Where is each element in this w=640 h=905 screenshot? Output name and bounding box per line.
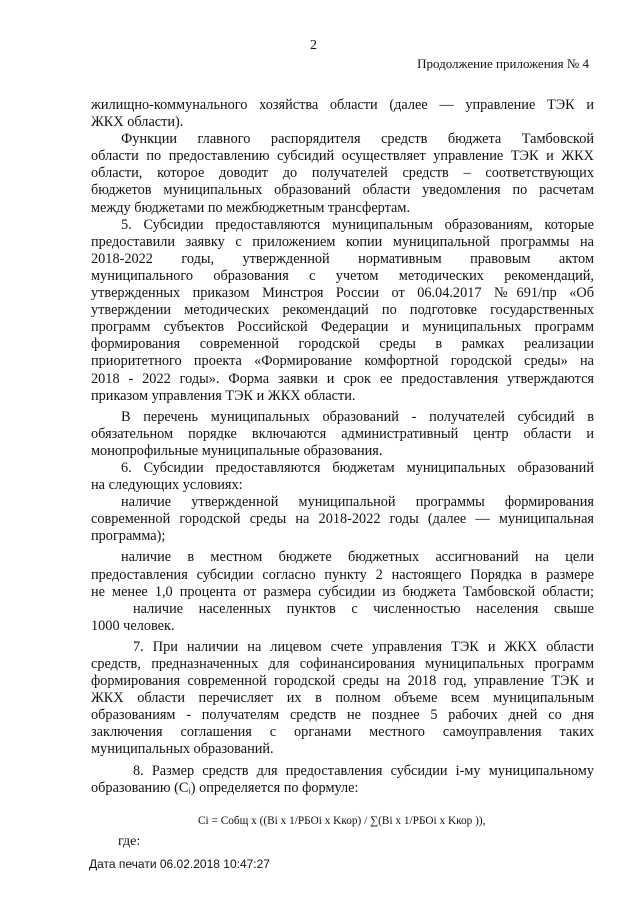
text-line: области, которое доводит до получателей средств – соответствующих: [91, 165, 594, 182]
text-line: бюджетов муниципальных образований области уведомления по расчетам: [91, 182, 594, 199]
text-line: 2018-2022 годы, утвержденной нормативным правовым актом: [91, 250, 594, 267]
text-line: наличие утвержденной муниципальной программы формирования: [121, 494, 594, 511]
text-line: формирования современной городской среды на 2018 год, управление ТЭК и: [91, 673, 594, 690]
appendix-continuation: Продолжение приложения № 4: [417, 56, 589, 71]
text-line: 1000 человек.: [91, 617, 175, 634]
text-line: средств, предназначенных для софинансирования муниципальных программ: [91, 656, 594, 672]
text-line: монопрофильные муниципальные образования.: [91, 442, 383, 459]
text-line: заключения соглашения с органами местного самоуправления таких: [91, 724, 594, 741]
text-line: жилищно-коммунального хозяйства области (далее — управление ТЭК и: [91, 97, 594, 113]
text-line: наличие населенных пунктов с численностью населения свыше: [133, 600, 594, 617]
text-line: 8. Размер средств для предоставления субсидии i-му муниципальному: [133, 762, 594, 779]
text-line: формирования современной городской среды в рамках реализации: [91, 336, 594, 353]
text-line: ЖКХ области).: [91, 114, 184, 131]
text-line: муниципального образования с учетом методических рекомендаций,: [91, 267, 594, 284]
text-line: В перечень муниципальных образований - получателей субсидий в: [121, 408, 594, 425]
text-line: приказом управления ТЭК и ЖКХ области.: [91, 387, 356, 404]
text-line: программ субъектов Российской Федерации и муниципальных программ: [91, 319, 594, 336]
text-line: ЖКХ области перечисляет их в полном объеме всем муниципальным: [91, 690, 594, 707]
formula: Ci = Собщ x ((Bi x 1/РБОi x Kкор) / ∑(Bi x 1/РБОi x Kкор )),: [198, 815, 486, 827]
text-line: предоставления субсидии согласно пункту 2 настоящего Порядка в размере: [91, 566, 594, 583]
text-line: образованиям - получателям средств не позднее 5 рабочих дней со дня: [91, 707, 594, 724]
text-line: приоритетного проекта «Формирование комфортной городской среды» на: [91, 353, 594, 370]
text-line: Функции главного распорядителя средств бюджета Тамбовской: [121, 131, 594, 148]
text-line: наличие в местном бюджете бюджетных ассигнований на цели: [121, 549, 594, 566]
print-date: Дата печати 06.02.2018 10:47:27: [89, 857, 270, 871]
text-line: современной городской среды на 2018-2022 годы (далее — муниципальная: [91, 511, 594, 528]
text-line: образованию (Cᵢ) определяется по формуле:: [91, 779, 359, 796]
text-line: утвержденных приказом Минстроя России от 06.04.2017 №691/пр «Об: [91, 285, 594, 302]
page-number: 2: [310, 38, 317, 53]
text-line: 5. Субсидии предоставляются муниципальным образованиям, которые: [121, 216, 594, 233]
text-line: на следующих условиях:: [91, 477, 243, 494]
text-line: не менее 1,0 процента от размера субсидии из бюджета Тамбовской области;: [91, 583, 594, 600]
text-line: между бюджетами по межбюджетным трансфертам.: [91, 199, 411, 216]
text-line: 6. Субсидии предоставляются бюджетам муниципальных образований: [121, 459, 594, 476]
text-line: муниципальных образований.: [91, 741, 274, 758]
text-line: 7. При наличии на лицевом счете управления ТЭК и ЖКХ области: [133, 638, 594, 655]
where-label: где:: [118, 834, 141, 849]
text-line: обязательном порядке включаются административный центр области и: [91, 425, 594, 442]
text-line: предоставили заявку с приложением копии муниципальной программы на: [91, 233, 594, 250]
text-line: области по предоставлению субсидий осуществляет управление ТЭК и ЖКХ: [91, 148, 594, 165]
text-line: 2018 - 2022 годы». Форма заявки и срок ее предоставления утверждаются: [91, 370, 594, 387]
text-line: утверждении методических рекомендаций по подготовке государственных: [91, 302, 594, 319]
document-body: [91, 97, 594, 797]
text-line: программа);: [91, 528, 166, 545]
